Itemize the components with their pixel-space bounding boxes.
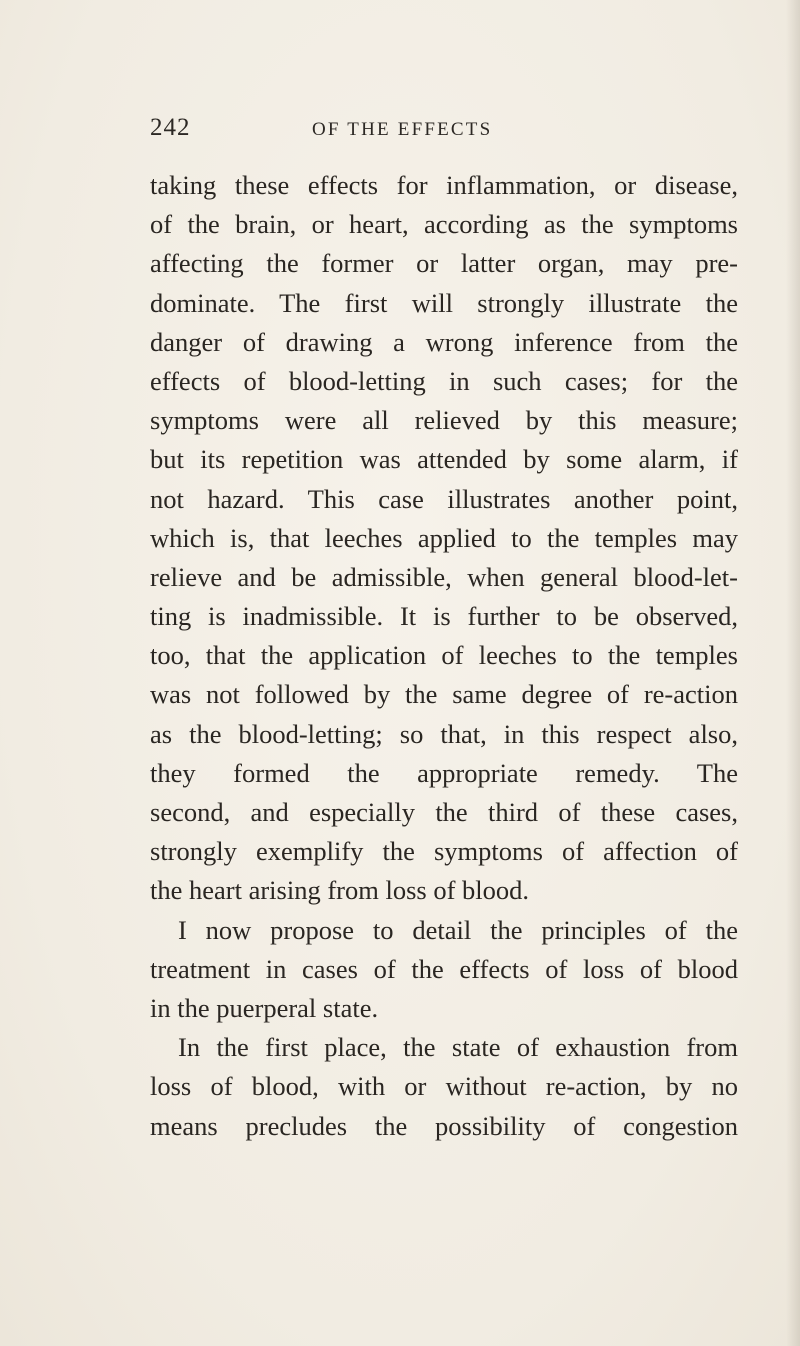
text-line: too, that the application of leeches to the temples [150,640,738,671]
text-line: not hazard. This case illustrates another point, [150,483,738,514]
paragraph-start-line: In the first place, the state of exhaustion from [178,1032,738,1063]
text-line: which is, that leeches applied to the temples may [150,522,738,553]
text-line: relieve and be admissible, when general blood-let- [150,561,738,592]
body-text [150,166,738,1146]
text-line: taking these effects for inflammation, or disease, [150,170,738,200]
text-line: means precludes the possibility of congestion [150,1110,738,1141]
text-line: treatment in cases of the effects of loss of blood [150,953,738,984]
text-line: but its repetition was attended by some alarm, if [150,444,738,475]
text-line: loss of blood, with or without re-action, by no [150,1071,738,1102]
text-line: was not followed by the same degree of re-action [150,679,738,710]
text-line: dominate. The first will strongly illustrate the [150,287,738,318]
text-line: the heart arising from loss of blood. [150,875,530,906]
text-line: they formed the appropriate remedy. The [150,757,738,788]
page-edge-shadow [786,0,800,1346]
text-line: danger of drawing a wrong inference from the [150,326,738,357]
text-line: of the brain, or heart, according as the symptoms [150,209,738,240]
page-number: 242 [150,114,191,141]
text-line: affecting the former or latter organ, may pre- [150,248,738,279]
page-header [150,114,690,146]
paragraph-start-line: I now propose to detail the principles of the [178,914,738,945]
text-line: in the puerperal state. [150,992,379,1023]
text-line: ting is inadmissible. It is further to be observed, [150,601,738,632]
text-line: second, and especially the third of these cases, [150,797,738,827]
running-head: OF THE EFFECTS [312,119,493,140]
text-line: symptoms were all relieved by this measure; [150,405,738,436]
text-line: as the blood-letting; so that, in this respect also, [150,718,738,749]
text-line: strongly exemplify the symptoms of affection of [150,836,738,867]
text-line: effects of blood-letting in such cases; for the [150,365,738,396]
